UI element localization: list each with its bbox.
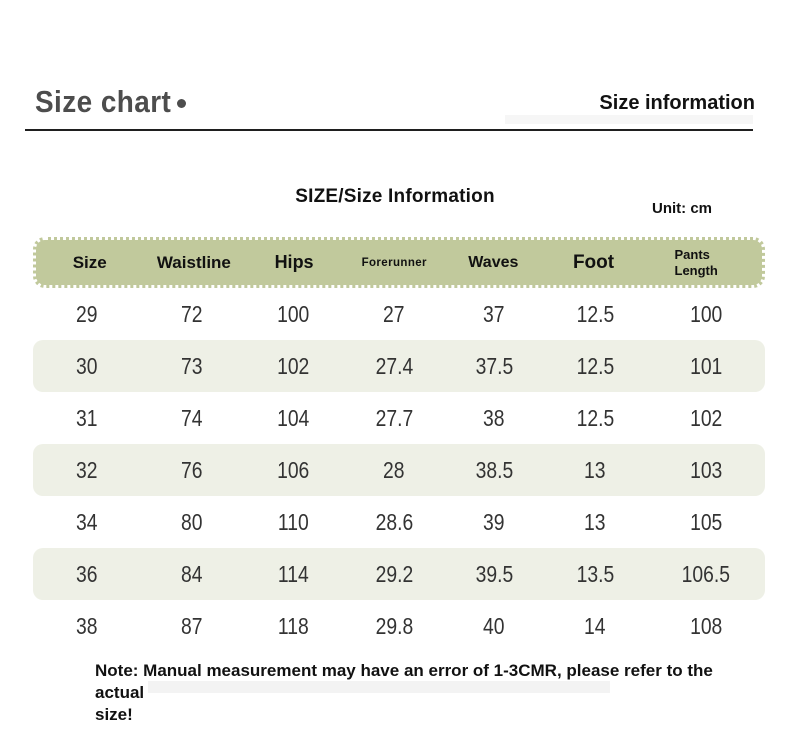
table-cell bbox=[243, 457, 343, 484]
table-cell bbox=[343, 509, 445, 536]
cell-value: 13 bbox=[584, 508, 606, 535]
table-cell bbox=[243, 301, 343, 328]
table-cell bbox=[445, 613, 543, 640]
column-header-waistline: Waistline bbox=[156, 252, 231, 272]
table-cell bbox=[33, 561, 141, 588]
cell-value: 28.6 bbox=[375, 508, 414, 535]
table-cell bbox=[141, 301, 243, 328]
table-row-size-38 bbox=[33, 600, 765, 652]
table-cell bbox=[543, 301, 647, 328]
table-cell bbox=[243, 353, 343, 380]
table-cell bbox=[141, 353, 243, 380]
table-row-size-30 bbox=[33, 340, 765, 392]
cell-value: 27.7 bbox=[375, 404, 414, 431]
table-row-size-32 bbox=[33, 444, 765, 496]
table-cell bbox=[343, 457, 445, 484]
table-cell bbox=[33, 301, 141, 328]
table-cell bbox=[33, 405, 141, 432]
cell-value: 103 bbox=[689, 456, 723, 483]
cell-value: 29.8 bbox=[375, 612, 414, 639]
cell-value: 39.5 bbox=[475, 560, 513, 587]
page-title-text: Size chart bbox=[35, 84, 172, 119]
table-cell bbox=[243, 405, 343, 432]
cell-value: 29.2 bbox=[375, 560, 414, 587]
cell-value: 39 bbox=[483, 508, 505, 535]
cell-value: 118 bbox=[277, 612, 309, 639]
table-cell bbox=[647, 561, 765, 588]
cell-value: 101 bbox=[689, 352, 723, 379]
translation-artifact-strip bbox=[505, 115, 753, 124]
table-row-size-36 bbox=[33, 548, 765, 600]
table-cell bbox=[445, 301, 543, 328]
cell-value: 32 bbox=[76, 456, 98, 483]
cell-value: 73 bbox=[181, 352, 203, 379]
column-header-hips: Hips bbox=[274, 252, 314, 272]
cell-value: 34 bbox=[76, 508, 98, 535]
table-cell bbox=[243, 509, 343, 536]
table-cell bbox=[543, 457, 647, 484]
table-cell bbox=[33, 509, 141, 536]
cell-value: 104 bbox=[277, 404, 310, 431]
page-title bbox=[35, 84, 186, 120]
table-row-size-31 bbox=[33, 392, 765, 444]
cell-value: 29 bbox=[76, 300, 98, 327]
table-cell bbox=[543, 561, 647, 588]
table-cell bbox=[445, 561, 543, 588]
cell-value: 100 bbox=[277, 300, 310, 327]
cell-value: 72 bbox=[181, 300, 203, 327]
table-cell bbox=[543, 405, 647, 432]
table-cell bbox=[141, 561, 243, 588]
table-cell bbox=[33, 353, 141, 380]
column-header-size: Size bbox=[72, 252, 107, 272]
cell-value: 12.5 bbox=[576, 404, 614, 431]
header-divider-line bbox=[25, 129, 753, 131]
table-cell bbox=[445, 509, 543, 536]
note-line-2: size! bbox=[95, 705, 133, 724]
cell-value: 38 bbox=[483, 404, 505, 431]
note-line-1: Note: Manual measurement may have an error of 1-3CMR, please refer to the actual bbox=[95, 661, 713, 702]
table-row-size-34 bbox=[33, 496, 765, 548]
size-information-label: Size information bbox=[599, 92, 755, 114]
cell-value: 31 bbox=[76, 404, 98, 431]
table-cell bbox=[343, 405, 445, 432]
table-cell bbox=[647, 353, 765, 380]
cell-value: 114 bbox=[277, 560, 309, 587]
cell-value: 87 bbox=[181, 612, 203, 639]
cell-value: 14 bbox=[584, 612, 606, 639]
cell-value: 40 bbox=[483, 612, 505, 639]
table-cell bbox=[543, 509, 647, 536]
table-cell bbox=[33, 613, 141, 640]
cell-value: 108 bbox=[689, 612, 723, 639]
cell-value: 13.5 bbox=[576, 560, 614, 587]
cell-value: 110 bbox=[277, 508, 309, 535]
cell-value: 80 bbox=[181, 508, 203, 535]
table-cell bbox=[647, 613, 765, 640]
column-header-foot: Foot bbox=[572, 251, 615, 273]
table-cell bbox=[543, 353, 647, 380]
column-header-waves: Waves bbox=[468, 253, 519, 271]
cell-value: 27 bbox=[383, 300, 405, 327]
table-cell bbox=[243, 613, 343, 640]
cell-value: 38.5 bbox=[475, 456, 513, 483]
table-cell bbox=[647, 301, 765, 328]
cell-value: 12.5 bbox=[576, 300, 614, 327]
column-header-pants-length bbox=[645, 247, 762, 278]
table-cell bbox=[141, 405, 243, 432]
cell-value: 106.5 bbox=[681, 560, 731, 587]
cell-value: 102 bbox=[277, 352, 310, 379]
unit-label: Unit: cm bbox=[652, 200, 712, 217]
table-title: SIZE/Size Information bbox=[295, 186, 495, 207]
table-cell bbox=[445, 457, 543, 484]
table-cell bbox=[343, 613, 445, 640]
measurement-note bbox=[95, 660, 715, 726]
cell-value: 36 bbox=[76, 560, 98, 587]
bullet-dot-icon bbox=[177, 99, 186, 108]
table-cell bbox=[243, 561, 343, 588]
cell-value: 28 bbox=[383, 456, 405, 483]
table-cell bbox=[141, 457, 243, 484]
table-cell bbox=[141, 509, 243, 536]
table-cell bbox=[445, 405, 543, 432]
table-cell bbox=[445, 353, 543, 380]
cell-value: 30 bbox=[76, 352, 98, 379]
cell-value: 38 bbox=[76, 612, 98, 639]
cell-value: 76 bbox=[181, 456, 203, 483]
cell-value: 100 bbox=[689, 300, 723, 327]
table-header-row bbox=[33, 237, 765, 288]
cell-value: 105 bbox=[689, 508, 723, 535]
table-cell bbox=[647, 509, 765, 536]
cell-value: 27.4 bbox=[375, 352, 414, 379]
table-cell bbox=[343, 561, 445, 588]
cell-value: 106 bbox=[277, 456, 310, 483]
table-cell bbox=[647, 405, 765, 432]
table-cell bbox=[543, 613, 647, 640]
cell-value: 37 bbox=[483, 300, 505, 327]
table-cell bbox=[33, 457, 141, 484]
cell-value: 37.5 bbox=[475, 352, 513, 379]
table-cell bbox=[343, 301, 445, 328]
size-table bbox=[33, 237, 765, 652]
table-cell bbox=[141, 613, 243, 640]
pants-length-text: Pants Length bbox=[674, 246, 718, 278]
cell-value: 84 bbox=[181, 560, 203, 587]
cell-value: 12.5 bbox=[576, 352, 614, 379]
cell-value: 13 bbox=[584, 456, 606, 483]
table-row-size-29 bbox=[33, 288, 765, 340]
cell-value: 102 bbox=[689, 404, 723, 431]
cell-value: 74 bbox=[181, 404, 203, 431]
column-header-forerunner: Forerunner bbox=[361, 256, 427, 269]
table-cell bbox=[647, 457, 765, 484]
table-cell bbox=[343, 353, 445, 380]
